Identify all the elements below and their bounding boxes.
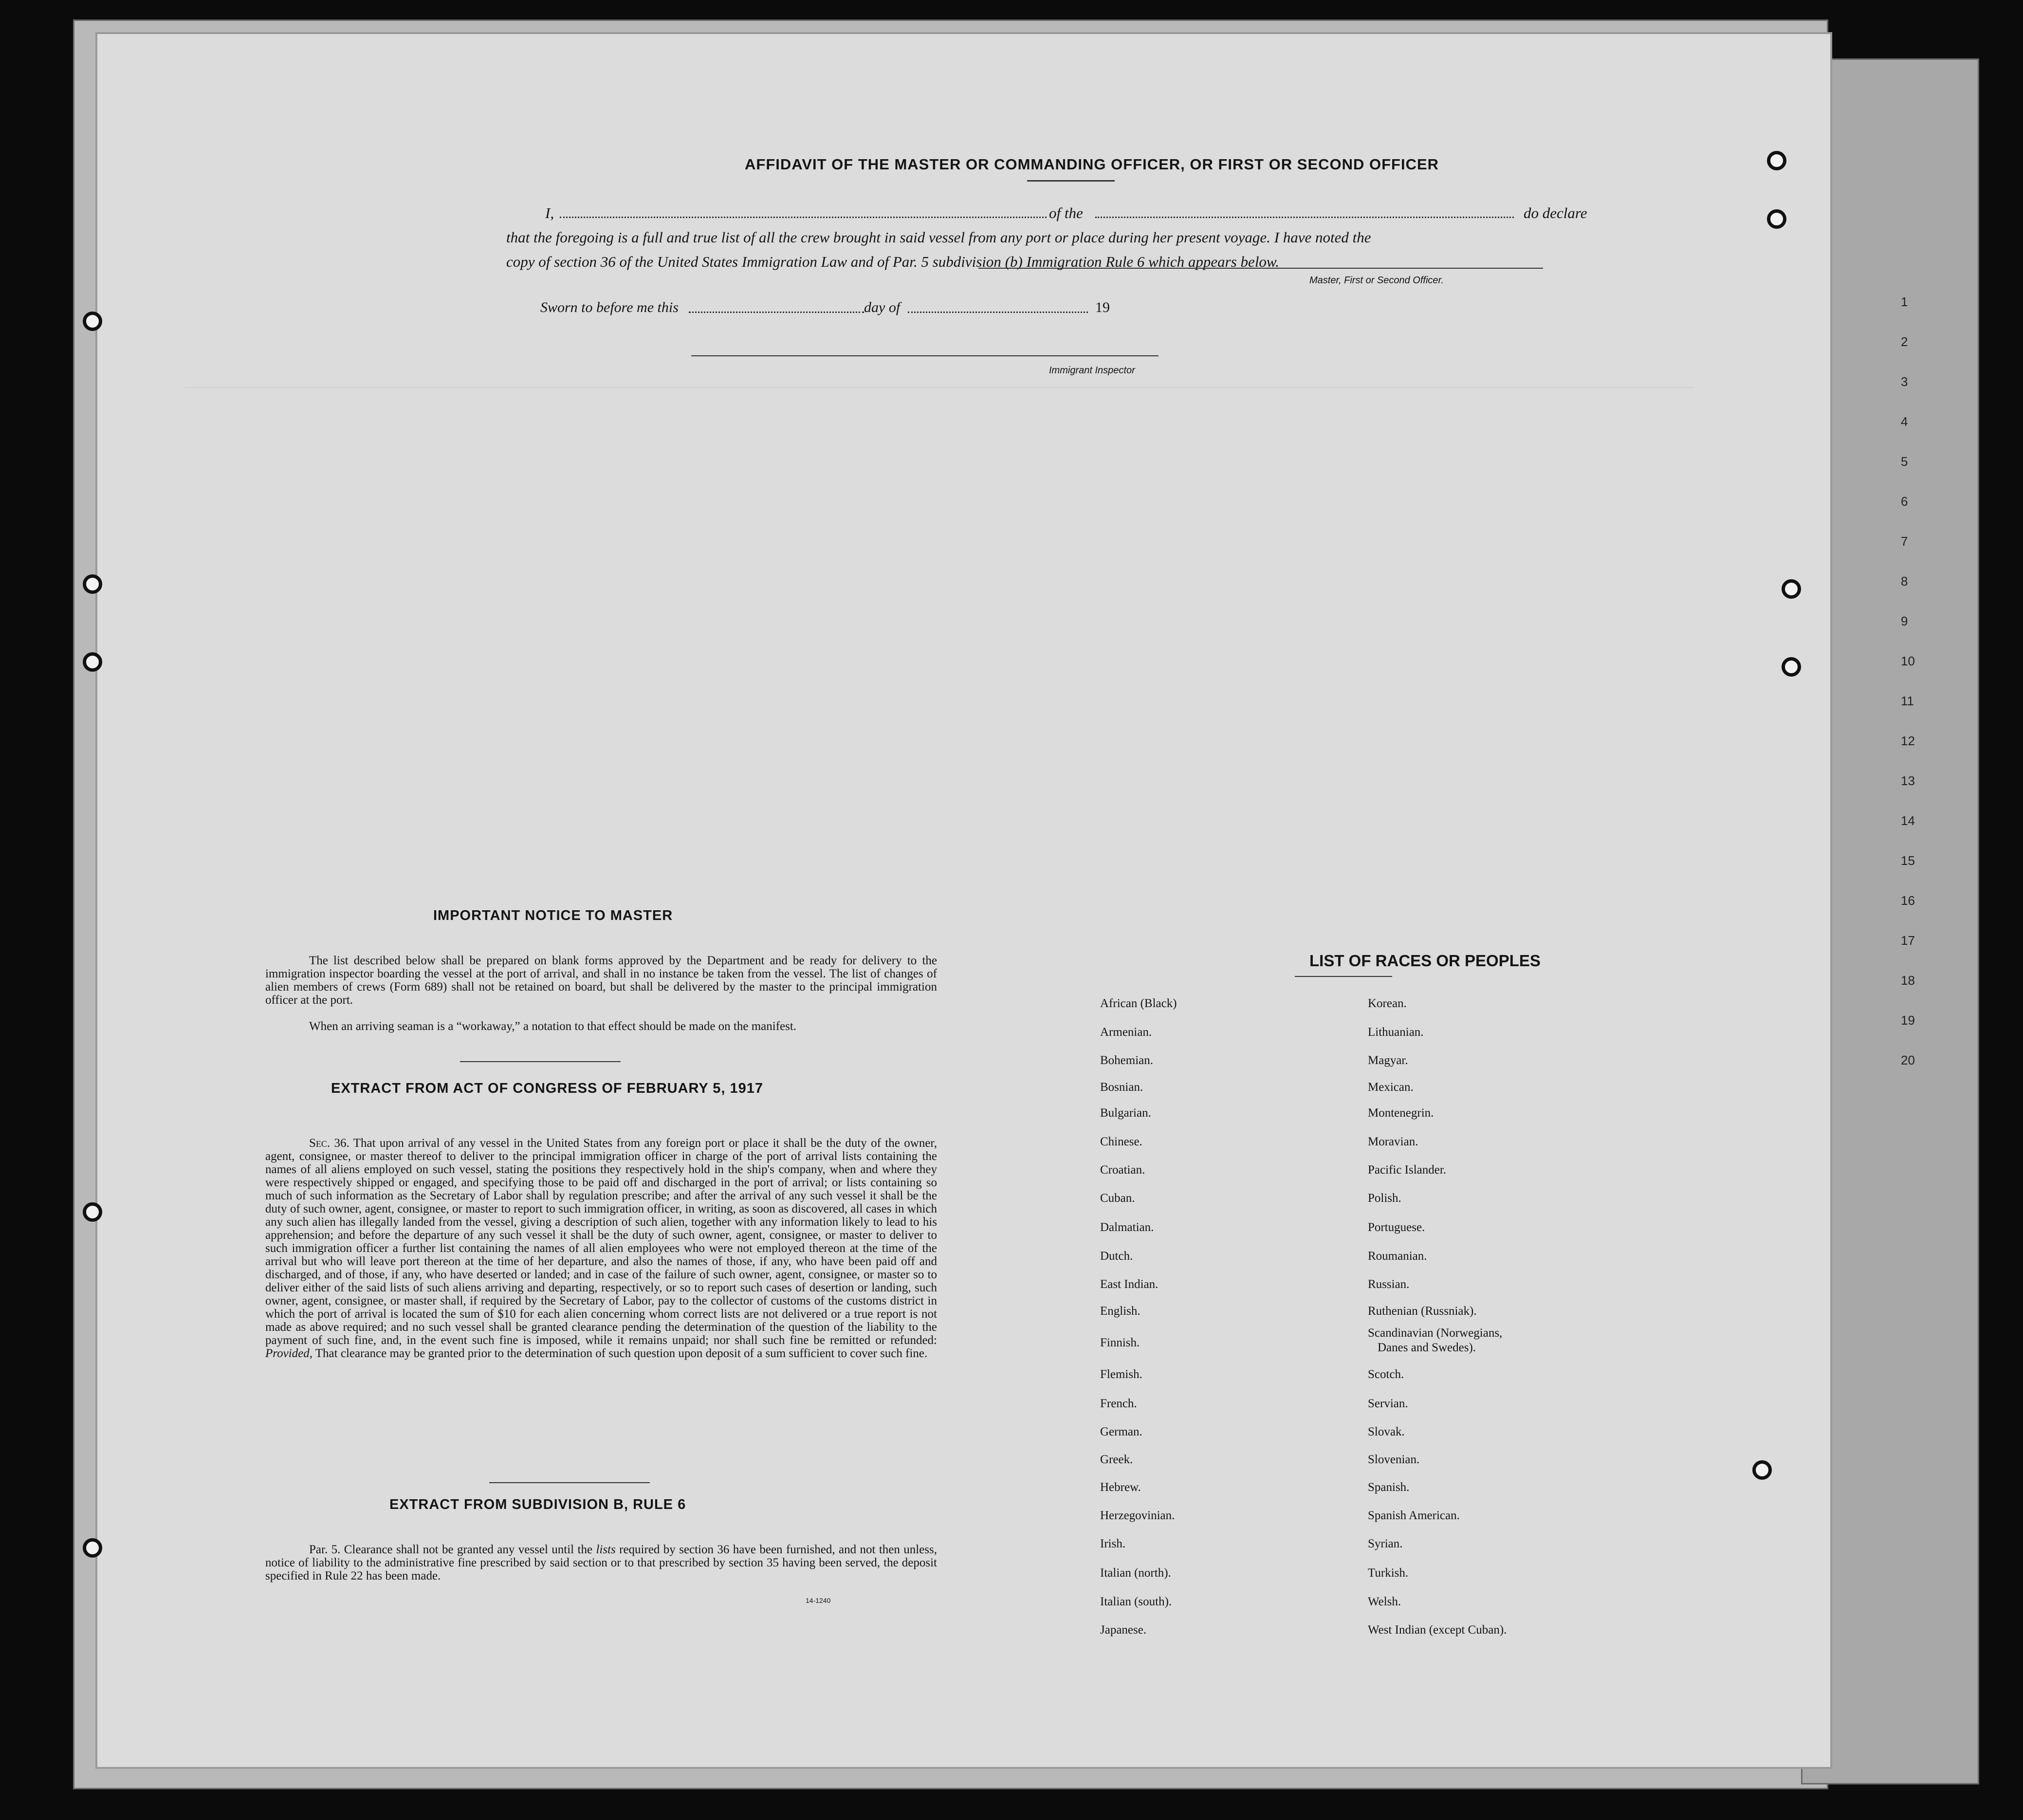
race-item: Bohemian. — [1100, 1054, 1154, 1067]
punch-hole — [1752, 1460, 1772, 1480]
margin-number: 18 — [1901, 973, 1915, 988]
section-label: Sec. 36. — [309, 1137, 349, 1150]
race-item: Ruthenian (Russniak). — [1368, 1305, 1477, 1318]
punch-hole — [83, 1538, 102, 1558]
race-item: Spanish. — [1368, 1481, 1410, 1494]
notice-para-1-text: The list described below shall be prepared on blank forms approved by the Department and be ready for delivery to the immigration inspector boarding the vessel at the port of arrival, and shall in no instance be taken from the vessel. The list of changes of alien members of crews (Form 689) shall not be retained on board, but shall be delivered by the master to the principal immigration officer at the port. — [265, 954, 937, 1007]
punch-hole — [83, 652, 102, 672]
affidavit-title: AFFIDAVIT OF THE MASTER OR COMMANDING OFFICER, OR FIRST OR SECOND OFFICER — [745, 156, 1439, 173]
extract-act-end: That clearance may be granted prior to the determination of such question upon deposit of a sum sufficient to cover such fine. — [315, 1347, 928, 1360]
extract-act-text — [265, 1137, 937, 1360]
extract-act-title: EXTRACT FROM ACT OF CONGRESS OF FEBRUARY 5, 1917 — [331, 1081, 764, 1096]
margin-number: 12 — [1901, 734, 1915, 748]
form-code: 14-1240 — [806, 1597, 831, 1604]
race-item: Syrian. — [1368, 1537, 1403, 1550]
divider — [460, 1061, 621, 1062]
race-item: Lithuanian. — [1368, 1026, 1424, 1039]
margin-number: 1 — [1901, 294, 1908, 309]
punch-hole — [1782, 657, 1801, 677]
margin-number: 17 — [1901, 933, 1915, 948]
race-item: Scotch. — [1368, 1368, 1404, 1381]
race-item: Greek. — [1100, 1453, 1133, 1466]
extract-rule-text-b: required by section 36 have been furnished, and not then unless, notice of liability to the administrative fine prescribed by said section or to that prescribed by section 35 having been served, the deposit specified in Rule 22 has been made. — [265, 1543, 937, 1582]
notice-para-2 — [265, 1020, 937, 1033]
race-item: Pacific Islander. — [1368, 1163, 1447, 1177]
race-item: Slovak. — [1368, 1425, 1405, 1438]
margin-number: 7 — [1901, 534, 1908, 549]
race-item: Bulgarian. — [1100, 1106, 1151, 1120]
race-item: Russian. — [1368, 1278, 1410, 1291]
margin-number: 15 — [1901, 853, 1915, 868]
inspector-caption: Immigrant Inspector — [1049, 365, 1135, 376]
punch-hole — [83, 312, 102, 331]
margin-number: 3 — [1901, 374, 1908, 389]
margin-number: 10 — [1901, 654, 1915, 668]
race-item: Bosnian. — [1100, 1081, 1143, 1094]
margin-number: 20 — [1901, 1053, 1915, 1067]
punch-hole — [83, 1202, 102, 1222]
race-item: Moravian. — [1368, 1135, 1418, 1148]
race-item: Welsh. — [1368, 1595, 1401, 1608]
affidavit-declare-label: do declare — [1524, 204, 1587, 221]
race-item: Italian (south). — [1100, 1595, 1172, 1608]
affidavit-of-the-label: of the — [1049, 204, 1083, 221]
race-item: Dalmatian. — [1100, 1221, 1154, 1234]
extract-rule-text-a: Par. 5. Clearance shall not be granted any vessel until the — [309, 1543, 593, 1556]
ghost-manifest-text — [185, 387, 1694, 972]
race-item: Portuguese. — [1368, 1221, 1425, 1234]
margin-number: 9 — [1901, 614, 1908, 628]
punch-hole — [83, 574, 102, 594]
affidavit-i-label: I, — [545, 204, 554, 221]
race-item: Korean. — [1368, 997, 1407, 1010]
extract-rule-title: EXTRACT FROM SUBDIVISION B, RULE 6 — [389, 1497, 686, 1512]
title-underline — [1027, 180, 1115, 182]
notice-para-1 — [265, 954, 937, 1007]
punch-hole — [1782, 579, 1801, 599]
lists-word: lists — [596, 1543, 616, 1556]
race-item: Armenian. — [1100, 1026, 1152, 1039]
race-item: German. — [1100, 1425, 1142, 1438]
master-signature-caption: Master, First or Second Officer. — [1309, 275, 1444, 286]
divider — [489, 1482, 650, 1483]
margin-number: 6 — [1901, 494, 1908, 509]
races-title-underline — [1295, 976, 1392, 977]
sworn-day-blank[interactable] — [689, 302, 864, 313]
notice-para-2-text: When an arriving seaman is a “workaway,” a notation to that effect should be made on the manifest. — [309, 1020, 797, 1033]
race-item: Finnish. — [1100, 1336, 1140, 1349]
affidavit-line-2: that the foregoing is a full and true list of all the crew brought in said vessel from any port or place during her present voyage. I have noted the — [506, 229, 1371, 246]
race-item: Chinese. — [1100, 1135, 1142, 1148]
race-item: Hebrew. — [1100, 1481, 1141, 1494]
race-item: Japanese. — [1100, 1623, 1147, 1636]
race-item: Croatian. — [1100, 1163, 1145, 1177]
inspector-signature-line[interactable] — [691, 355, 1159, 356]
notice-title: IMPORTANT NOTICE TO MASTER — [433, 908, 673, 923]
race-item: African (Black) — [1100, 997, 1177, 1010]
race-item: Turkish. — [1368, 1566, 1409, 1580]
race-item: Mexican. — [1368, 1081, 1414, 1094]
races-title: LIST OF RACES OR PEOPLES — [1309, 952, 1541, 970]
margin-number: 19 — [1901, 1013, 1915, 1028]
margin-number: 5 — [1901, 454, 1908, 469]
race-item: Danes and Swedes). — [1378, 1341, 1476, 1354]
name-blank[interactable] — [560, 207, 1047, 218]
race-item: West Indian (except Cuban). — [1368, 1623, 1507, 1636]
margin-number: 14 — [1901, 813, 1915, 828]
race-item: East Indian. — [1100, 1278, 1159, 1291]
race-item: Spanish American. — [1368, 1509, 1460, 1522]
margin-number: 13 — [1901, 773, 1915, 788]
race-item: Herzegovinian. — [1100, 1509, 1175, 1522]
punch-hole — [1767, 209, 1786, 229]
margin-number: 2 — [1901, 334, 1908, 349]
extract-act-body: That upon arrival of any vessel in the United States from any foreign port or place it shall be the duty of the owner, agent, consignee, or master thereof to deliver to the principal immigration officer in charge of the port of arrival lists containing the names of all aliens employed on such vessel, stating the positions they respectively hold in the ship's company, when and where they were respectively shipped or engaged, and specifying those to be paid off and discharged in the port of arrival; or lists containing so much of such information as the Secretary of Labor shall by regulation prescribe; and after the arrival of any such vessel it shall be the duty of such owner, agent, consignee, or master to report to such immigration officer, in writing, as soon as discovered, all cases in which any such alien has illegally landed from the vessel, giving a description of such alien, together with any information likely to lead to his apprehension; and before the departure of any such vessel it shall be the duty of such owner, agent, consignee, or master to deliver to such immigration officer a further list containing the names of all alien employees who were not employed thereon at the time of the arrival but who will leave port thereon at the time of her departure, and also the names of those, if any, who have been paid off and discharged, and of those, if any, who have deserted or landed; and in case of the failure of such owner, agent, consignee, or master so to deliver either of the said lists of such aliens arriving and departing, respectively, or so to report such cases of desertion or landing, such owner, agent, consignee, or master shall, if required by the Secretary of Labor, pay to the collector of customs of the customs district in which the port of arrival is located the sum of $10 for each alien concerning whom correct lists are not delivered or a true report is not made as above required; and no such vessel shall be granted clearance pending the determination of the question of the liability to the payment of such fine, and, in the event such fine is imposed, while it remains unpaid; nor shall such fine be remitted or refunded: — [265, 1137, 937, 1347]
race-item: French. — [1100, 1397, 1137, 1410]
race-item: Montenegrin. — [1368, 1106, 1434, 1120]
day-of-label: day of — [864, 299, 901, 315]
master-signature-line[interactable] — [978, 268, 1543, 269]
race-item: Irish. — [1100, 1537, 1126, 1550]
race-item: Roumanian. — [1368, 1250, 1427, 1263]
race-item: English. — [1100, 1305, 1140, 1318]
race-item: Slovenian. — [1368, 1453, 1420, 1466]
race-item: Scandinavian (Norwegians, — [1368, 1326, 1503, 1340]
margin-number: 4 — [1901, 414, 1908, 429]
race-item: Cuban. — [1100, 1192, 1135, 1205]
race-item: Magyar. — [1368, 1054, 1408, 1067]
extract-rule-text — [265, 1543, 937, 1582]
sworn-label: Sworn to before me this — [540, 299, 679, 315]
race-item: Dutch. — [1100, 1250, 1133, 1263]
race-item: Italian (north). — [1100, 1566, 1171, 1580]
race-item: Servian. — [1368, 1397, 1408, 1410]
race-item: Polish. — [1368, 1192, 1401, 1205]
form-page — [97, 34, 1830, 1767]
sworn-month-blank[interactable] — [908, 302, 1088, 313]
affidavit-line-3: copy of section 36 of the United States Immigration Law and of Par. 5 subdivision (b) Immigration Rule 6 which appears below. — [506, 253, 1280, 270]
vessel-blank[interactable] — [1095, 207, 1514, 218]
provided-word: Provided, — [265, 1347, 313, 1360]
margin-number: 11 — [1901, 694, 1914, 708]
race-item: Flemish. — [1100, 1368, 1142, 1381]
year-label: 19 — [1095, 299, 1110, 315]
margin-number: 8 — [1901, 574, 1908, 588]
margin-number: 16 — [1901, 893, 1915, 908]
punch-hole — [1767, 151, 1786, 170]
